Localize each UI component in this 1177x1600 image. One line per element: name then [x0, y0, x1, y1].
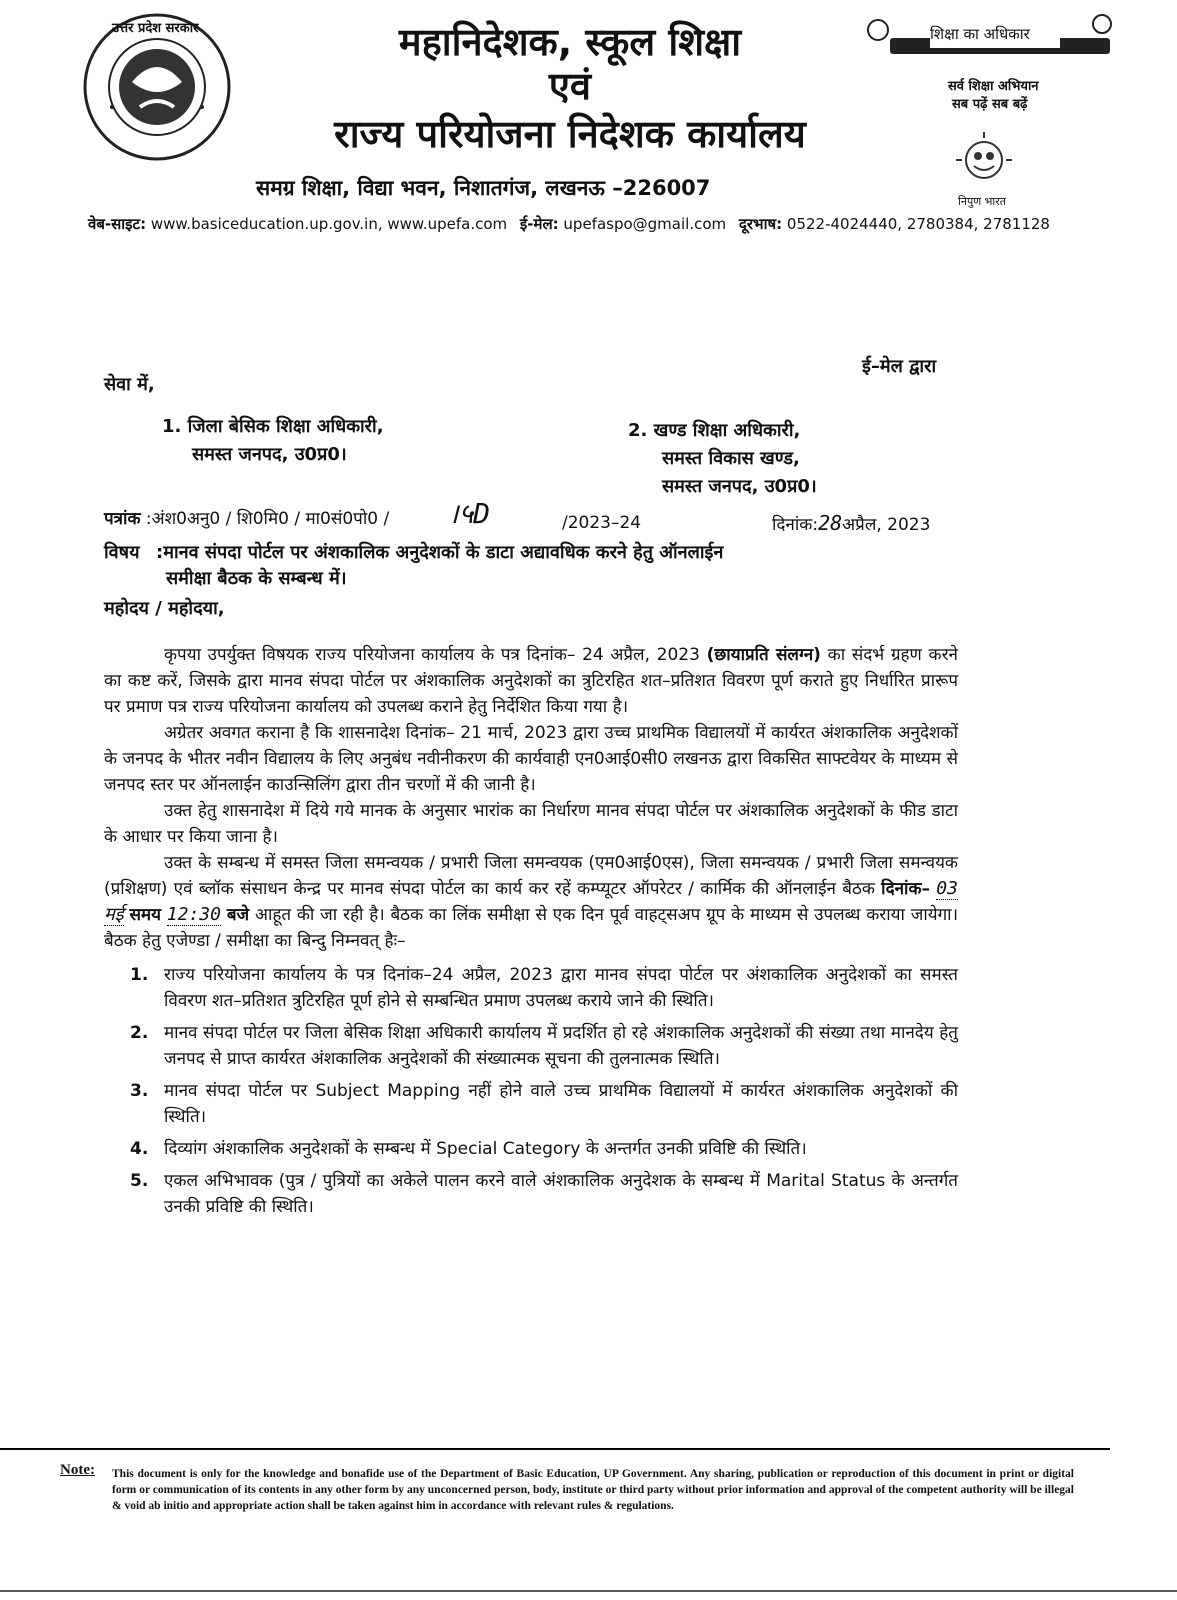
title-line-2: एवं [548, 64, 592, 108]
dinank-line [772, 510, 930, 538]
subject-label: विषय [104, 542, 140, 563]
paragraph-4: उक्त के सम्बन्ध में समस्त जिला समन्वयक / प्रभारी जिला समन्वयक (एम0आई0एस), जिला समन्वयक / प्रभारी जिला समन्वयक (प्रशिक्षण) एवं ब्लॉक संसाधन केन्द्र पर मानव संपदा पोर्टल का कार्य कर रहें कम्प्यूटर ऑपरेटर / कार्मिक की ऑनलाईन बैठक दिनांक– 03 मई समय 12:30 बजे आहूत की जा रही है। बैठक का लिंक समीक्षा से एक दिन पूर्व वाहट्सअप ग्रूप के माध्यम से उपलब्ध कराया जायेगा। बैठक हेतु एजेण्डा / समीक्षा का बिन्दु निम्नवत् हैः– [104, 853, 959, 951]
emblem-text: उत्तर प्रदेश सरकार [112, 21, 199, 36]
recipient2-line3: समस्त जनपद, उ0प्र0। [662, 476, 817, 497]
recipient2-line2: समस्त विकास खण्ड, [662, 448, 800, 469]
letter-body [104, 642, 958, 1226]
footer-divider [0, 1448, 1110, 1450]
paragraph-1: कृपया उपर्युक्त विषयक राज्य परियोजना कार्यालय के पत्र दिनांक– 24 अप्रैल, 2023 (छायाप्रति संलग्न) का संदर्भ ग्रहण करने का कष्ट करें, जिसके द्वारा मानव संपदा पोर्टल पर अंशकालिक अनुदेशकों का त्रुटिरहित शत–प्रतिशत विवरण पूर्ण कराते हुए निर्धारित प्रारूप पर प्रमाण पत्र राज्य परियोजना कार्यालय को उपलब्ध कराने हेतु निर्देशित किया गया है। [104, 645, 958, 717]
nipun-bharat-logo [944, 130, 1024, 190]
dinank-label: दिनांक: [772, 515, 819, 535]
ssa-tagline-1: सर्व शिक्षा अभियान [948, 79, 1039, 94]
agenda-item: 3. मानव संपदा पोर्टल पर Subject Mapping नहीं होने वाले उच्च प्राथमिक विद्यालयों में कार्यरत अंशकालिक अनुदेशकों की स्थिति। [130, 1081, 958, 1127]
recipient1-line2: समस्त जनपद, उ0प्र0। [192, 444, 347, 465]
salutation-to: सेवा में, [104, 374, 155, 395]
dinank-handwritten: 28 [818, 511, 843, 535]
patrank-handwritten: ।५D [448, 497, 491, 530]
agenda-item: 2. मानव संपदा पोर्टल पर जिला बेसिक शिक्षा अधिकारी कार्यालय में प्रदर्शित हो रहे अंशकालिक अनुदेशकों की संख्या तथा मानदेय हेतु जनपद से प्राप्त कार्यरत अंशकालिक अनुदेशकों की संख्यात्मक सूचना की तुलनात्मक स्थिति। [130, 1023, 958, 1069]
right-logo-title: शिक्षा का अधिकार [930, 25, 1030, 43]
patrank-ref: :अंश0अनु0 / शि0मि0 / मा0सं0पो0 / [145, 509, 390, 529]
title-line-3: राज्य परियोजना निदेशक कार्यालय [334, 112, 806, 156]
agenda-item: 1. राज्य परियोजना कार्यालय के पत्र दिनांक–24 अप्रैल, 2023 द्वारा मानव संपदा पोर्टल पर अंशकालिक अनुदेशकों का समस्त विवरण शत–प्रतिशत त्रुटिरहित पूर्ण होने से सम्बन्धित प्रमाण उपलब्ध कराये जाने की स्थिति। [130, 965, 958, 1011]
meeting-date-handwritten: 03 मई [104, 878, 958, 925]
phone-label: दूरभाष: [738, 215, 783, 233]
paragraph-2: अग्रेतर अवगत कराना है कि शासनादेश दिनांक– 21 मार्च, 2023 द्वारा उच्च प्राथमिक विद्यालयों में कार्यरत अंशकालिक अनुदेशकों के जनपद के भीतर नवीन विद्यालय के लिए अनुबंध नवीनीकरण की कार्यवाही एन0आई0सी0 लखनऊ द्वारा विकसित साफ्टवेयर के माध्यम से जनपद स्तर पर ऑनलाईन काउन्सिलिंग द्वारा तीन चरणों में की जानी है। [104, 723, 958, 795]
phone-value: 0522-4024440, 2780384, 2781128 [786, 215, 1050, 233]
contact-line [88, 214, 1050, 234]
bottom-border [0, 1590, 1177, 1592]
ssa-tagline-2: सब पढ़ें सब बढ़ें [952, 97, 1028, 112]
paragraph-3: उक्त हेतु शासनादेश में दिये गये मानक के अनुसार भारांक का निर्धारण मानव संपदा पोर्टल पर अंशकालिक अनुदेशकों के फीड डाटा के आधार पर किया जाना है। [104, 801, 958, 847]
agenda-item: 5. एकल अभिभावक (पुत्र / पुत्रियों का अकेले पालन करने वाले अंशकालिक अनुदेशक के सम्बन्ध में Marital Status के अन्तर्गत उनकी प्रविष्टि की स्थिति। [130, 1171, 958, 1217]
agenda-list [104, 962, 958, 1220]
greeting: महोदय / महोदया, [104, 598, 225, 619]
subject-line-2: समीक्षा बैठक के सम्बन्ध में। [166, 568, 347, 589]
patrank-label: पत्रांक [104, 509, 141, 529]
patrank-year: /2023–24 [562, 513, 642, 533]
recipient2-line1: 2. खण्ड शिक्षा अधिकारी, [628, 420, 801, 441]
meeting-time-handwritten: 12:30 [166, 904, 221, 925]
right-to-education-logo [860, 8, 1120, 68]
recipient1-line1: 1. जिला बेसिक शिक्षा अधिकारी, [162, 416, 384, 437]
agenda-item: 4. दिव्यांग अंशकालिक अनुदेशकों के सम्बन्ध में Special Category के अन्तर्गत उनकी प्रविष्टि की स्थिति। [130, 1139, 807, 1159]
note-label: Note: [60, 1462, 95, 1478]
email-label: ई-मेल: [519, 215, 559, 233]
website-label: वेब-साइट: [88, 215, 147, 233]
subject-line-1: :मानव संपदा पोर्टल पर अंशकालिक अनुदेशकों के डाटा अद्यावधिक करने हेतु ऑनलाईन [156, 542, 724, 563]
nipun-bharat-label: निपुण भारत [958, 195, 1007, 208]
up-govt-emblem [82, 12, 232, 162]
dinank-rest: अप्रैल, 2023 [842, 515, 931, 535]
delivery-mode: ई–मेल द्वारा [862, 356, 937, 377]
title-line-1: महानिदेशक, स्कूल शिक्षा [398, 20, 742, 64]
patrank-line [104, 506, 389, 532]
office-address: समग्र शिक्षा, विद्या भवन, निशातगंज, लखनऊ –226007 [256, 176, 711, 200]
email-value: upefaspo@gmail.com [563, 215, 727, 233]
website-value: www.basiceducation.up.gov.in, www.upefa.com [150, 215, 508, 233]
note-text: This document is only for the knowledge and bonafide use of the Department of Basic Education, UP Government. Any sharing, publication or reproduction of this document in print or digital form or communication of its contents in any other form by any unconcerned person, body, institute or third party without prior information and approval of the competent authority will be illegal & void ab initio and appropriate action shall be taken against him in accordance with relevant rules & regulations. [112, 1468, 1074, 1512]
